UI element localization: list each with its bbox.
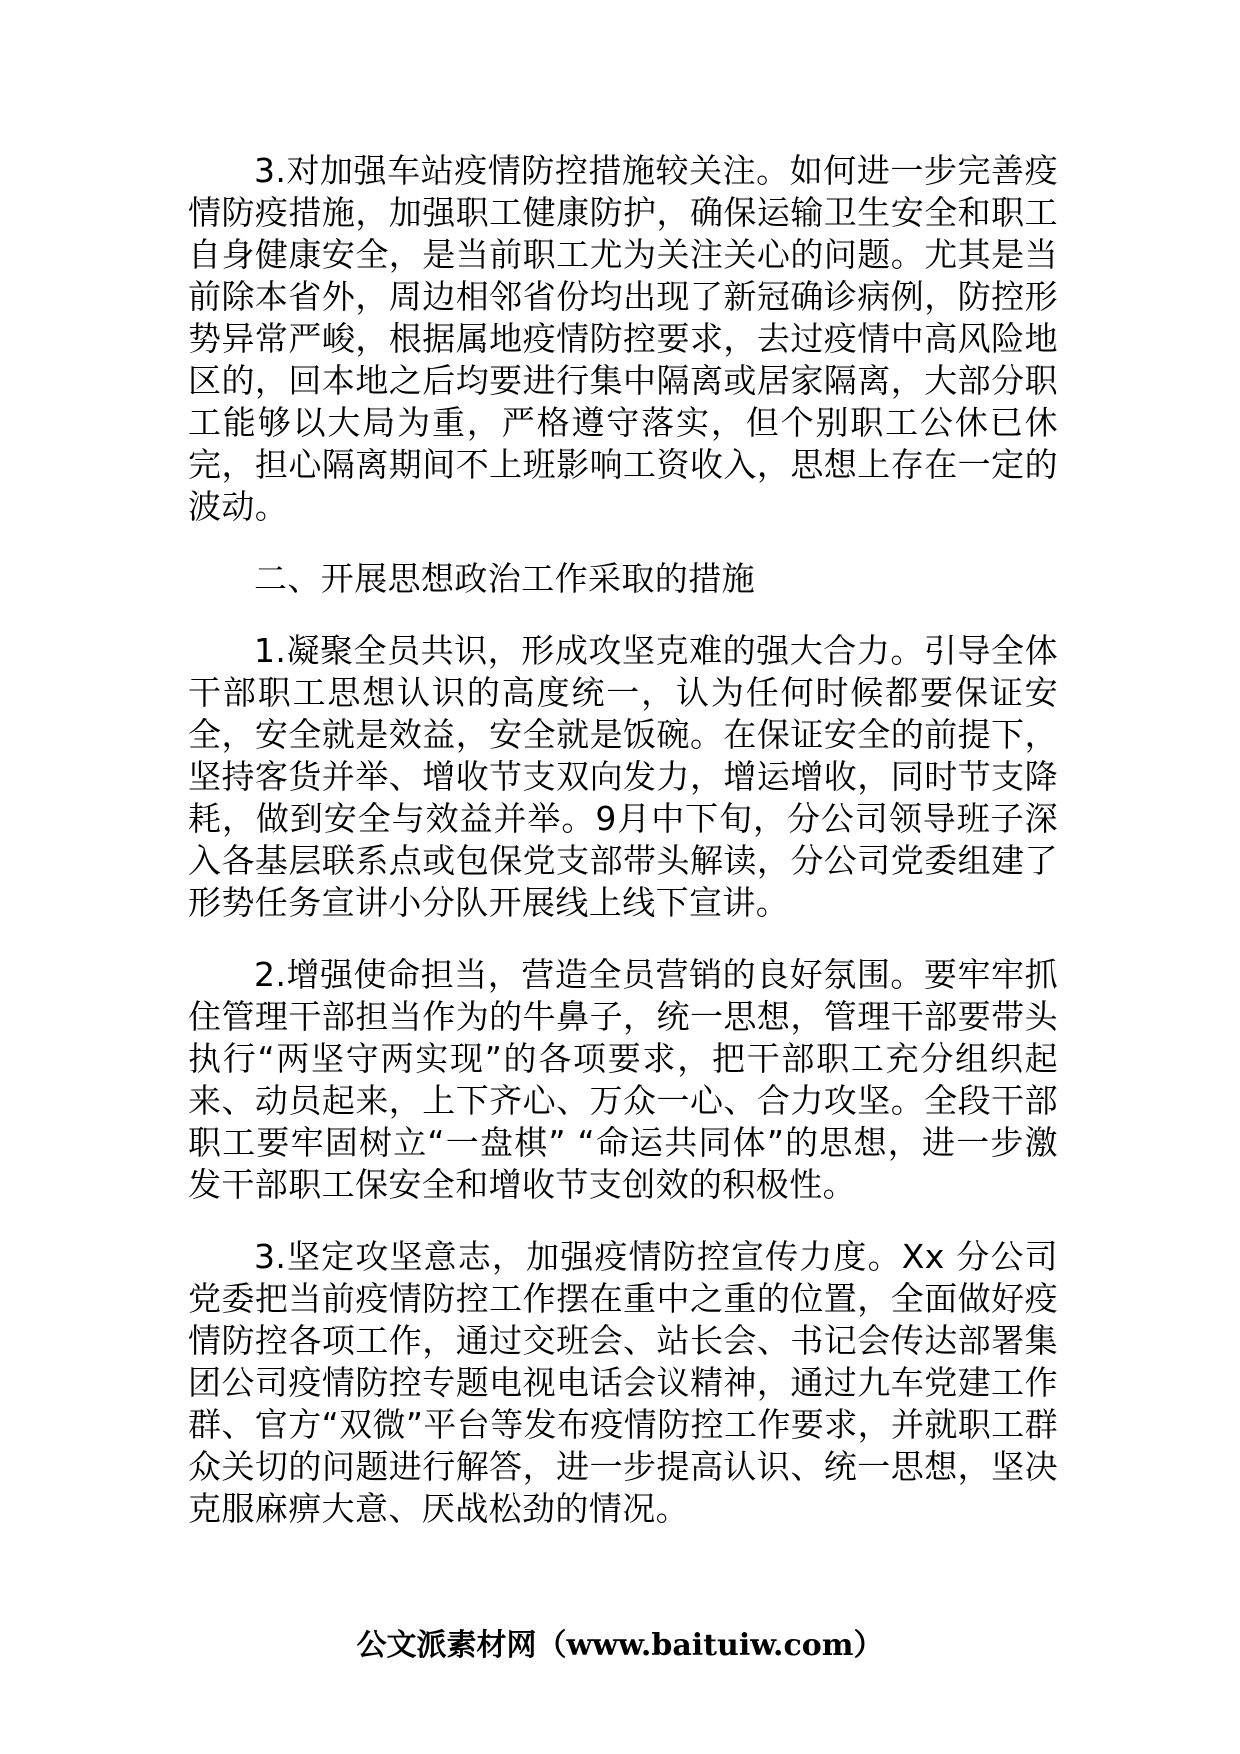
- paragraph-publicity: 3.坚定攻坚意志，加强疫情防控宣传力度。Xx 分公司党委把当前疫情防控工作摆在重中之重的位置，全面做好疫情防控各项工作，通过交班会、站长会、书记会传达部署集团公司疫情防控专题电视电话会议精神，通过九车党建工作群、官方“双微”平台等发布疫情防控工作要求，并就职工群众关切的问题进行解答，进一步提高认识、统一思想，坚决克服麻痹大意、厌战松劲的情况。: [188, 1237, 1058, 1528]
- document-body: [188, 150, 1058, 1560]
- footer-watermark: 公文派素材网（www.baituiw.com）: [356, 1628, 884, 1663]
- paragraph-mission: 2.增强使命担当，营造全员营销的良好氛围。要牢牢抓住管理干部担当作为的牛鼻子，统一思想，管理干部要带头执行“两坚守两实现”的各项要求，把干部职工充分组织起来、动员起来，上下齐心、万众一心、合力攻坚。全段干部职工要牢固树立“一盘棋” “命运共同体”的思想，进一步激发干部职工保安全和增收节支创效的积极性。: [188, 955, 1058, 1204]
- section-heading: 二、开展思想政治工作采取的措施: [254, 559, 755, 598]
- paragraph-consensus: 1.凝聚全员共识，形成攻坚克难的强大合力。引导全体干部职工思想认识的高度统一，认为任何时候都要保证安全，安全就是效益，安全就是饭碗。在保证安全的前提下，坚持客货并举、增收节支双向发力，增运增收，同时节支降耗，做到安全与效益并举。9月中下旬，分公司领导班子深入各基层联系点或包保党支部带头解读，分公司党委组建了形势任务宣讲小分队开展线上线下宣讲。: [188, 631, 1058, 922]
- paragraph-concern-epidemic: 3.对加强车站疫情防控措施较关注。如何进一步完善疫情防疫措施，加强职工健康防护，确保运输卫生安全和职工自身健康安全，是当前职工尤为关注关心的问题。尤其是当前除本省外，周边相邻省份均出现了新冠确诊病例，防控形势异常严峻，根据属地疫情防控要求，去过疫情中高风险地区的，回本地之后均要进行集中隔离或居家隔离，大部分职工能够以大局为重，严格遵守落实，但个别职工公休已休完，担心隔离期间不上班影响工资收入，思想上存在一定的波动。: [188, 151, 1058, 526]
